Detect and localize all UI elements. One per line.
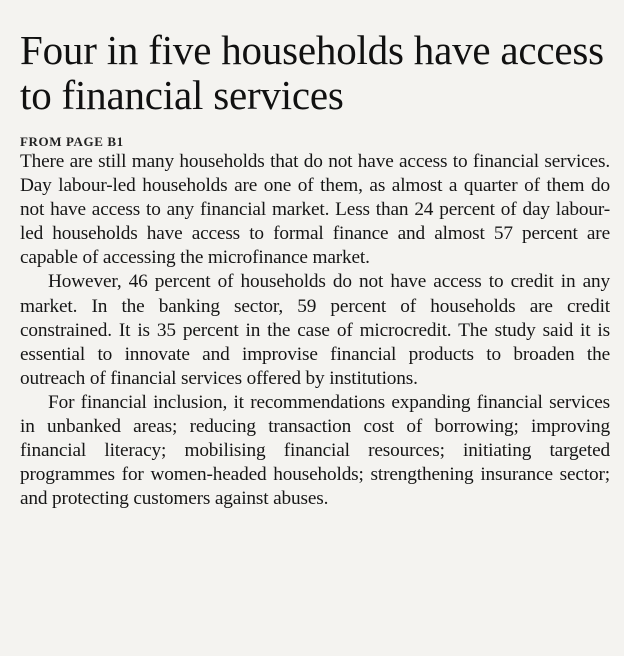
article-paragraph-2: However, 46 percent of households do not have access to credit in any market. In the banking sector, 59 percent of households are credit constrained. It is 35 percent in the case of microcredit. The study said it is essential to innovate and improvise financial products to broaden the outreach of financial services offered by institutions. (20, 271, 610, 389)
cropped-previous-text (0, 0, 624, 10)
article-paragraph-3: For financial inclusion, it recommendations expanding financial services in unbanked areas; reducing transaction cost of borrowing; improving financial literacy; mobilising financial resources; initiating targeted programmes for women-headed households; strengthening insurance sector; and protecting customers against abuses. (20, 391, 610, 510)
continuation-label: FROM PAGE B1 (20, 134, 124, 149)
article-headline: Four in five households have access to financial services (20, 27, 604, 118)
article-body (20, 150, 610, 511)
news-article (20, 28, 610, 511)
article-paragraph-1: There are still many households that do not have access to financial services. Day labour-led households are one of them, as almost a quarter of them do not have access to any financial market. Less than 24 percent of day labour-led households have access to formal finance and almost 57 percent are capable of accessing the microfinance market. (20, 151, 610, 269)
